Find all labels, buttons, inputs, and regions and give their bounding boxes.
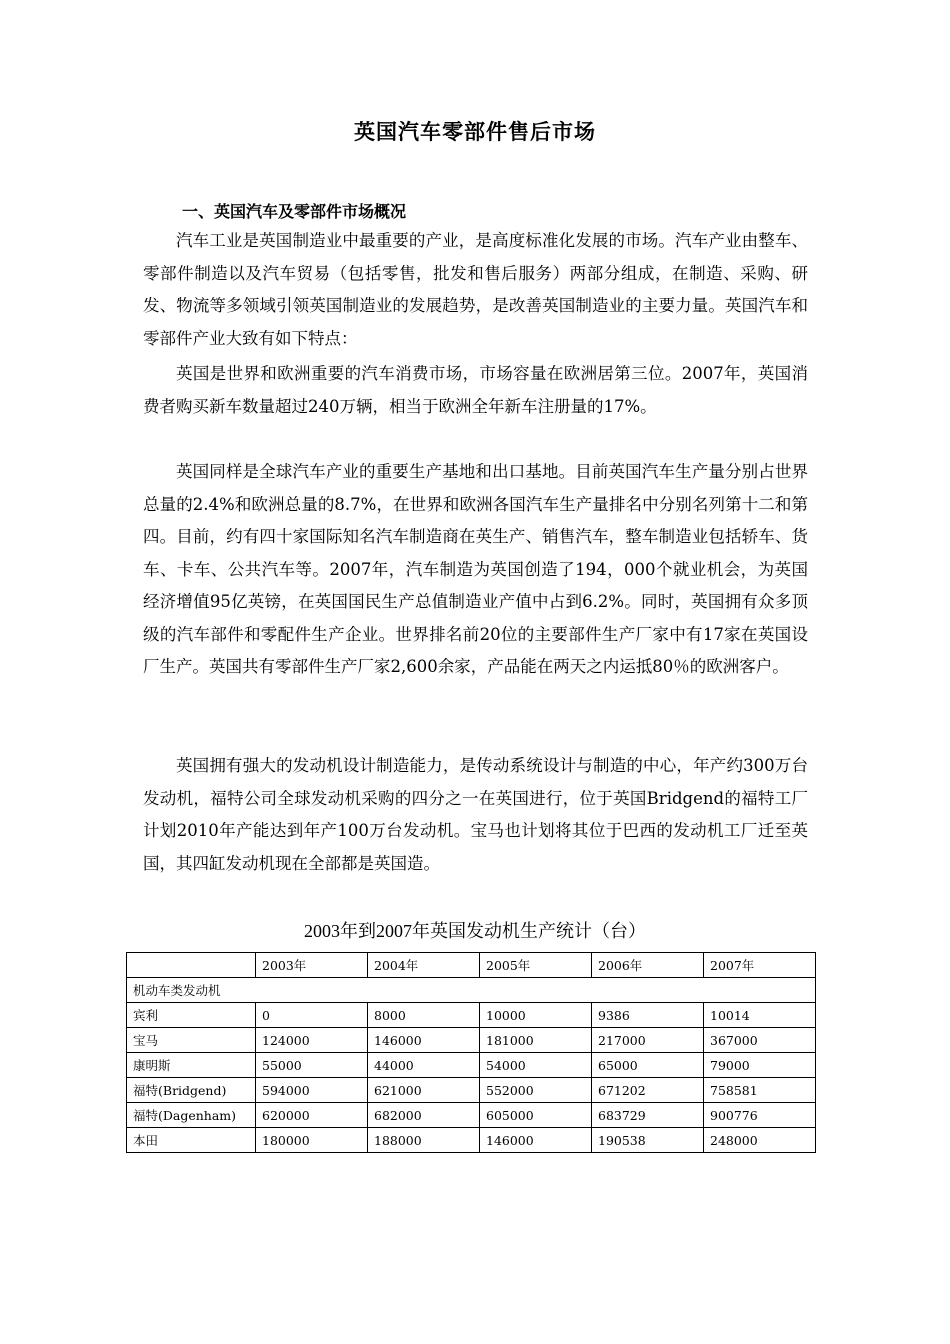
engine-production-table <box>126 952 816 1153</box>
value-cell: 10000 <box>480 1003 592 1028</box>
value-cell: 124000 <box>256 1028 368 1053</box>
value-cell: 188000 <box>368 1128 480 1153</box>
value-cell: 180000 <box>256 1128 368 1153</box>
header-cell: 2005年 <box>480 953 592 978</box>
header-cell <box>127 953 256 978</box>
row-name-cell: 宾利 <box>127 1003 256 1028</box>
value-cell: 620000 <box>256 1103 368 1128</box>
value-cell: 55000 <box>256 1053 368 1078</box>
value-cell: 65000 <box>592 1053 704 1078</box>
paragraph-engine-capability: 英国拥有强大的发动机设计制造能力，是传动系统设计与制造的中心，年产约300万台发动机，福特公司全球发动机采购的四分之一在英国进行，位于英国Bridgend的福特工厂计划2010年产能达到年产100万台发动机。宝马也计划将其位于巴西的发动机工厂迁至英国，其四缸发动机现在全部都是英国造。 <box>143 756 808 873</box>
table-row <box>127 1128 816 1153</box>
value-cell: 217000 <box>592 1028 704 1053</box>
paragraph-industry-overview: 汽车工业是英国制造业中最重要的产业，是高度标准化发展的市场。汽车产业由整车、零部件制造以及汽车贸易（包括零售，批发和售后服务）两部分组成，在制造、采购、研发、物流等多领域引领英国制造业的发展趋势，是改善英国制造业的主要力量。英国汽车和零部件产业大致有如下特点： <box>143 231 808 348</box>
value-cell: 79000 <box>704 1053 816 1078</box>
value-cell: 0 <box>256 1003 368 1028</box>
value-cell: 248000 <box>704 1128 816 1153</box>
group-label-cell: 机动车类发动机 <box>127 978 816 1003</box>
value-cell: 621000 <box>368 1078 480 1103</box>
table-caption: 2003年到2007年英国发动机生产统计（台） <box>304 921 646 941</box>
table-row <box>127 1078 816 1103</box>
value-cell: 900776 <box>704 1103 816 1128</box>
table-row <box>127 1103 816 1128</box>
table-row <box>127 1053 816 1078</box>
value-cell: 758581 <box>704 1078 816 1103</box>
value-cell: 594000 <box>256 1078 368 1103</box>
row-name-cell: 宝马 <box>127 1028 256 1053</box>
value-cell: 552000 <box>480 1078 592 1103</box>
value-cell: 683729 <box>592 1103 704 1128</box>
value-cell: 146000 <box>480 1128 592 1153</box>
table-header-row <box>127 953 816 978</box>
row-name-cell: 康明斯 <box>127 1053 256 1078</box>
value-cell: 181000 <box>480 1028 592 1053</box>
value-cell: 10014 <box>704 1003 816 1028</box>
value-cell: 190538 <box>592 1128 704 1153</box>
value-cell: 682000 <box>368 1103 480 1128</box>
paragraph-consumer-market: 英国是世界和欧洲重要的汽车消费市场，市场容量在欧洲居第三位。2007年，英国消费者购买新车数量超过240万辆，相当于欧洲全年新车注册量的17%。 <box>143 364 808 416</box>
row-name-cell: 福特(Dagenham) <box>127 1103 256 1128</box>
row-name-cell: 福特(Bridgend) <box>127 1078 256 1103</box>
paragraph-production-base: 英国同样是全球汽车产业的重要生产基地和出口基地。目前英国汽车生产量分别占世界总量的2.4%和欧洲总量的8.7%，在世界和欧洲各国汽车生产量排名中分别名列第十二和第四。目前，约有四十家国际知名汽车制造商在英生产、销售汽车，整车制造业包括轿车、货车、卡车、公共汽车等。2007年，汽车制造为英国创造了194，000个就业机会，为英国经济增值95亿英镑，在英国国民生产总值制造业产值中占到6.2%。同时，英国拥有众多顶级的汽车部件和零配件生产企业。世界排名前20位的主要部件生产厂家中有17家在英国设厂生产。英国共有零部件生产厂家2,600余家，产品能在两天之内运抵80％的欧洲客户。 <box>143 462 808 676</box>
header-cell: 2003年 <box>256 953 368 978</box>
section-heading: 一、英国汽车及零部件市场概况 <box>182 202 407 221</box>
value-cell: 54000 <box>480 1053 592 1078</box>
table-group-row <box>127 978 816 1003</box>
row-name-cell: 本田 <box>127 1128 256 1153</box>
value-cell: 9386 <box>592 1003 704 1028</box>
value-cell: 146000 <box>368 1028 480 1053</box>
table-row <box>127 1003 816 1028</box>
table-row <box>127 1028 816 1053</box>
header-cell: 2007年 <box>704 953 816 978</box>
value-cell: 44000 <box>368 1053 480 1078</box>
value-cell: 605000 <box>480 1103 592 1128</box>
header-cell: 2004年 <box>368 953 480 978</box>
value-cell: 671202 <box>592 1078 704 1103</box>
value-cell: 8000 <box>368 1003 480 1028</box>
page-title: 英国汽车零部件售后市场 <box>354 119 596 144</box>
header-cell: 2006年 <box>592 953 704 978</box>
value-cell: 367000 <box>704 1028 816 1053</box>
